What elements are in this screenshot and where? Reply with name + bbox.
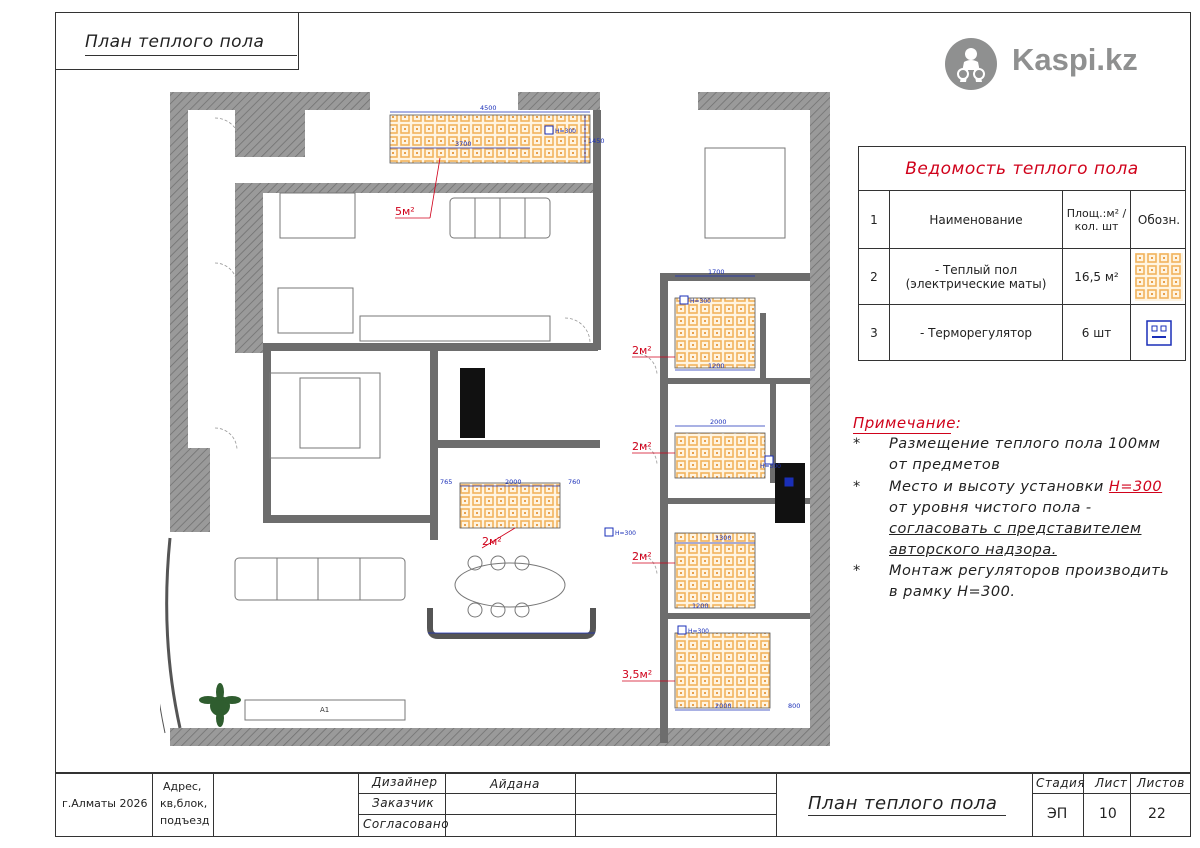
legend-row-num: 2 <box>870 269 878 284</box>
stamp-sheets-label: Листов <box>1137 776 1185 790</box>
legend-header-num: 1 <box>870 212 878 227</box>
svg-text:H=300: H=300 <box>690 298 711 305</box>
svg-text:2000: 2000 <box>505 478 522 486</box>
svg-text:2000: 2000 <box>715 702 732 710</box>
area-label-kitchen: 2м² <box>482 535 502 548</box>
stamp-sheet-label: Лист <box>1095 776 1128 790</box>
legend-title: Ведомость теплого пола <box>905 159 1139 179</box>
kaspi-logo-text: Kaspi.kz <box>1012 42 1138 77</box>
stamp-sheet: 10 <box>1099 806 1117 822</box>
note-bullet: * <box>853 563 861 579</box>
stamp-designer-name: Айдана <box>490 777 540 791</box>
kaspi-logo-icon <box>945 38 997 90</box>
legend-header-name: Наименование <box>929 212 1023 227</box>
svg-text:765: 765 <box>440 478 453 486</box>
legend-row-name: - Теплый пол (электрические маты) <box>905 262 1047 291</box>
thermostat-icon <box>1131 305 1187 361</box>
svg-text:1700: 1700 <box>708 268 725 276</box>
stamp-address: Адрес, <box>163 780 202 793</box>
dimension-labels <box>440 104 800 710</box>
svg-text:H=300: H=300 <box>760 463 781 470</box>
svg-text:3700: 3700 <box>455 140 472 148</box>
floor-plan <box>160 88 840 748</box>
stamp-role-approved: Согласовано <box>363 817 450 831</box>
note-text: в рамку Н=300. <box>889 584 1016 600</box>
note-text: от предметов <box>889 457 1001 473</box>
note-bullet: * <box>853 479 861 495</box>
svg-text:H=300: H=300 <box>555 128 576 135</box>
svg-text:1450: 1450 <box>588 137 605 145</box>
stamp-role-designer: Дизайнер <box>372 775 438 789</box>
note-text: от уровня чистого пола - <box>889 500 1092 516</box>
stamp-address: подъезд <box>160 814 210 827</box>
note-text: Место и высоту установки H=300 <box>889 479 1163 495</box>
area-label-bath1: 2м² <box>632 344 652 357</box>
stamp-city: г.Алматы 2026 <box>62 797 148 810</box>
legend-header-qty: Площ.:м² /кол. шт <box>1066 206 1127 233</box>
dimension-lines <box>390 112 770 710</box>
note-text: согласовать с представителем <box>889 521 1142 537</box>
area-label-corridor: 5м² <box>395 205 415 218</box>
plant-icon <box>199 683 241 727</box>
note-text: авторского надзора. <box>889 542 1057 558</box>
svg-text:H=300: H=300 <box>688 628 709 635</box>
stamp-sheet-title: План теплого пола <box>808 793 998 814</box>
axis-label: A1 <box>320 706 330 714</box>
svg-text:800: 800 <box>788 702 801 710</box>
svg-text:1300: 1300 <box>715 534 732 542</box>
stamp-address: кв,блок, <box>160 797 208 810</box>
area-label-bath4: 3,5м² <box>622 668 653 681</box>
note-text: Размещение теплого пола 100мм <box>889 436 1161 452</box>
area-label-bath3: 2м² <box>632 550 652 563</box>
heated-mat-symbol <box>1131 249 1187 304</box>
svg-text:1200: 1200 <box>708 362 725 370</box>
stamp-role-client: Заказчик <box>372 796 435 810</box>
page-title: План теплого пола <box>85 32 265 52</box>
legend-row-qty: 16,5 м² <box>1074 269 1119 284</box>
area-label-bath2: 2м² <box>632 440 652 453</box>
heated-mats <box>390 115 770 708</box>
note-text: Монтаж регуляторов производить <box>889 563 1170 579</box>
legend-row-num: 3 <box>870 326 878 340</box>
stamp-stage-label: Стадия <box>1036 776 1086 790</box>
stamp-sheets: 22 <box>1148 806 1166 822</box>
legend-header-symbol: Обозн. <box>1137 212 1181 227</box>
legend-row-qty: 6 шт <box>1081 326 1112 340</box>
svg-text:1200: 1200 <box>692 602 709 610</box>
note-bullet: * <box>853 436 861 452</box>
legend-table <box>858 146 1186 361</box>
svg-text:760: 760 <box>568 478 581 486</box>
title-box <box>55 12 299 70</box>
stamp-stage: ЭП <box>1047 806 1068 822</box>
svg-text:2000: 2000 <box>710 418 727 426</box>
legend-row-name: - Терморегулятор <box>919 326 1033 340</box>
svg-text:H=300: H=300 <box>615 530 636 537</box>
svg-text:4500: 4500 <box>480 104 497 112</box>
notes-title: Примечание: <box>853 414 962 432</box>
